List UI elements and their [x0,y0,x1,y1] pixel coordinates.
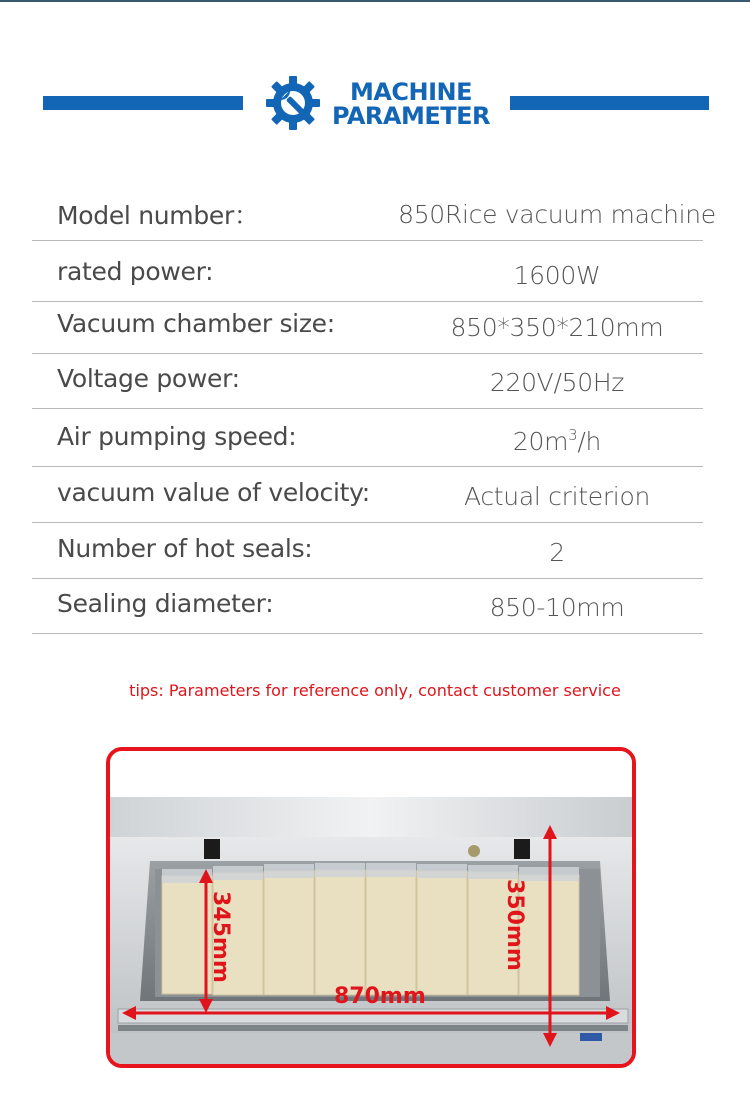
param-row [32,297,703,354]
header-title [330,80,492,128]
header-title-line2: PARAMETER [331,102,491,130]
param-value: 220V/50Hz [489,368,625,397]
param-row [32,410,703,467]
vacuum-chamber-illustration [110,751,632,1064]
param-label: Sealing diameter: [57,589,274,618]
param-label: Number of hot seals: [57,534,313,563]
param-value-suffix: /h [577,427,602,456]
param-value: 20m [512,427,569,456]
param-row [32,352,703,409]
param-label: rated power: [57,257,214,286]
header-bar-right [510,96,709,110]
dim-label-bottom: 870mm [334,984,426,1009]
param-value: 1600W [513,261,601,290]
param-row [32,184,716,241]
param-label: vacuum value of velocity: [57,478,370,507]
product-photo [106,747,636,1068]
dim-label-left: 345mm [208,891,233,983]
param-row [32,245,703,302]
param-row [32,577,703,634]
param-value: 850-10mm [489,593,625,622]
param-value-sup: 3 [568,426,578,444]
param-value: 2 [549,538,565,567]
param-value-composite [392,426,722,456]
dim-label-right: 350mm [502,879,527,971]
param-value: 850Rice vacuum machine [398,200,716,229]
param-row [32,522,703,579]
header-bar-left [43,96,243,110]
param-value: Actual criterion [464,482,650,511]
tips-note: tips: Parameters for reference only, contact customer service [129,681,621,700]
param-label: Air pumping speed: [57,422,297,451]
param-row [32,466,703,523]
gear-wrench-icon [262,72,324,134]
header-title-line1: MACHINE [349,78,473,106]
param-label: Voltage power: [57,364,240,393]
param-value: 850*350*210mm [450,313,664,342]
param-label: Vacuum chamber size: [57,309,335,338]
param-label: Model number： [57,201,259,230]
top-rule [0,0,750,2]
